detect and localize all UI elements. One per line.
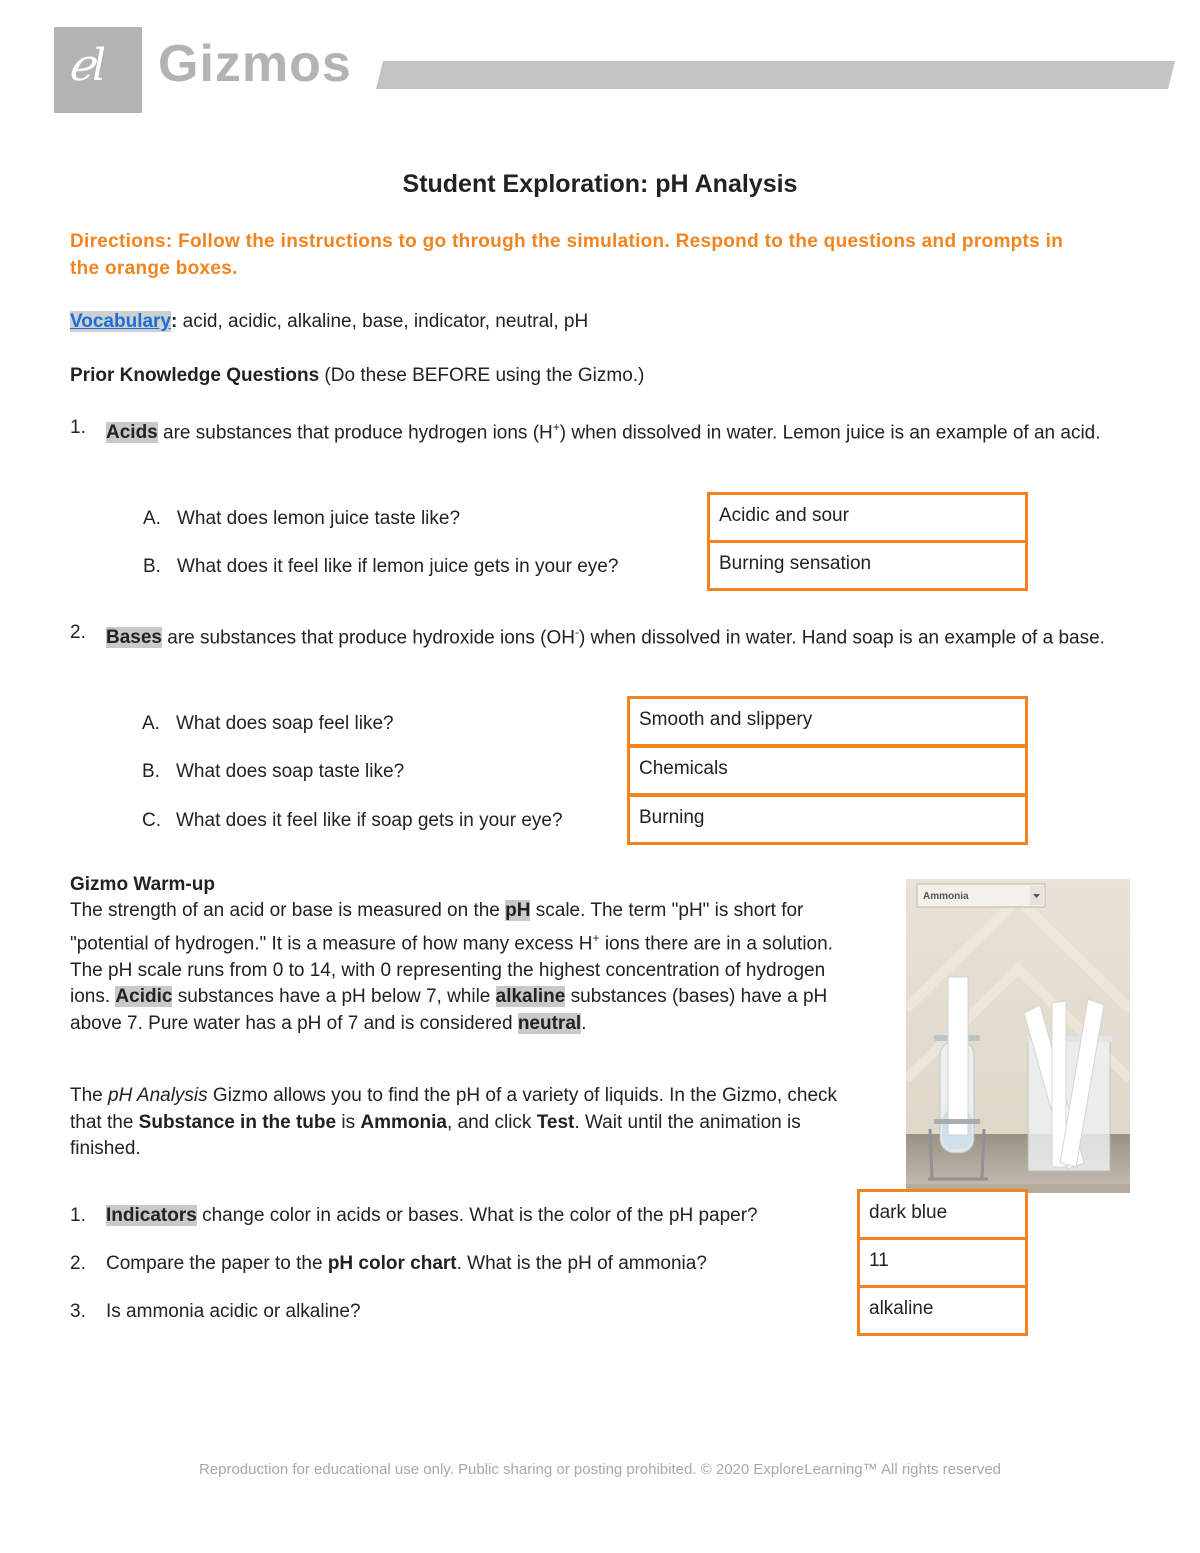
q2-term: Bases	[106, 627, 162, 649]
warmup-paragraph-1	[70, 898, 850, 1038]
w-p2-a: The	[70, 1085, 109, 1106]
q2b-question: What does soap taste like?	[176, 761, 405, 782]
directions: Directions: Follow the instructions to go through the simulation. Respond to the questions and prompts in the orange boxes.	[70, 231, 1064, 279]
header-bar	[376, 61, 1175, 89]
q2a-question: What does soap feel like?	[176, 713, 394, 734]
vocabulary-terms: acid, acidic, alkaline, base, indicator, neutral, pH	[177, 311, 589, 332]
w-q2-post: . What is the pH of ammonia?	[456, 1253, 707, 1274]
w-p1-acidic: Acidic	[115, 986, 173, 1008]
w-p1-sup: +	[592, 930, 600, 945]
q1b-question: What does it feel like if lemon juice gets in your eye?	[177, 556, 619, 577]
q2a-answer-box[interactable]: Smooth and slippery	[627, 696, 1028, 747]
w-p1-ph: pH	[505, 900, 531, 921]
brand-name: Gizmos	[158, 35, 352, 93]
w-q2-answer-box[interactable]: 11	[857, 1237, 1028, 1288]
vocabulary-link[interactable]: Vocabulary	[70, 311, 172, 332]
w-q2-pre: Compare the paper to the	[106, 1253, 328, 1274]
w-p2-sub: Substance in the tube	[138, 1111, 337, 1133]
q2a-letter: A.	[142, 713, 160, 734]
q1a-answer-box[interactable]: Acidic and sour	[707, 492, 1028, 543]
w-p1-c: ions there are in a solution. The pH scale runs from 0 to 14, with 0 representing the highest concentration of hydrogen ions.	[70, 933, 833, 1008]
q1-sup: +	[552, 420, 560, 434]
q2c-letter: C.	[142, 810, 161, 831]
gizmo-scene	[906, 879, 1130, 1193]
gizmo-screenshot	[906, 879, 1130, 1193]
gizmo-dropdown-label: Ammonia	[923, 891, 969, 902]
w-q2-bold: pH color chart	[327, 1253, 457, 1274]
prior-knowledge-heading	[70, 362, 644, 389]
q2-text	[106, 619, 1106, 651]
w-p2-d: , and click	[446, 1111, 537, 1133]
q2-sup: -	[574, 625, 579, 639]
w-q3-text: Is ammonia acidic or alkaline?	[106, 1301, 361, 1322]
w-p1-neutral: neutral	[517, 1013, 582, 1035]
w-q2-number: 2.	[70, 1253, 86, 1274]
w-p2-c: is	[336, 1111, 361, 1133]
q1-text-a: are substances that produce hydrogen ions (H	[157, 422, 553, 444]
q1-term: Acids	[106, 422, 158, 444]
w-q3-answer-box[interactable]: alkaline	[857, 1285, 1028, 1336]
w-p1-d: substances have a pH below 7, while	[172, 986, 496, 1008]
q1-text-b: ) when dissolved in water. Lemon juice is an example of an acid.	[559, 422, 1101, 444]
w-q3-number: 3.	[70, 1301, 86, 1322]
w-p2-b: Gizmo allows you to find the pH of a variety of liquids. In the Gizmo, check that the	[70, 1085, 838, 1133]
prior-heading-text: Prior Knowledge Questions	[70, 365, 320, 386]
w-p2-e: . Wait until the animation is finished.	[70, 1111, 801, 1160]
q1-text	[106, 414, 1146, 446]
w-p1-a: The strength of an acid or base is measured on the	[70, 900, 506, 921]
warmup-paragraph-2	[70, 1083, 860, 1163]
page-title: Student Exploration: pH Analysis	[402, 170, 798, 198]
q1-number: 1.	[70, 417, 86, 438]
w-p1-alkaline: alkaline	[495, 986, 566, 1008]
w-p1-b: scale. The term "pH" is short for "potential of hydrogen." It is a measure of how many excess H	[70, 900, 804, 955]
q2b-letter: B.	[142, 761, 160, 782]
w-p2-ammonia: Ammonia	[360, 1111, 447, 1133]
q1b-letter: B.	[143, 556, 161, 577]
w-p2-italic: pH Analysis	[108, 1085, 208, 1106]
w-p2-test: Test	[536, 1111, 575, 1133]
w-q1-answer-box[interactable]: dark blue	[857, 1189, 1028, 1240]
q2b-answer-box[interactable]: Chemicals	[627, 745, 1028, 796]
w-q1-hl: Indicators	[106, 1205, 197, 1226]
prior-note: (Do these BEFORE using the Gizmo.)	[319, 365, 645, 386]
q1b-answer-box[interactable]: Burning sensation	[707, 540, 1028, 591]
explorelearning-logo-icon: ℯl	[68, 40, 105, 91]
q1a-letter: A.	[143, 508, 161, 529]
q2-text-a: are substances that produce hydroxide ions (OH	[162, 627, 575, 649]
w-q2-text	[106, 1250, 707, 1277]
q2-text-b: ) when dissolved in water. Hand soap is an example of a base.	[578, 627, 1105, 649]
warmup-heading: Gizmo Warm-up	[70, 874, 215, 895]
w-q1-number: 1.	[70, 1205, 86, 1226]
vocabulary-colon: :	[171, 311, 178, 332]
footer-copyright: Reproduction for educational use only. Public sharing or posting prohibited. © 2020 ExploreLearning™ All rights reserved	[198, 1461, 1002, 1478]
w-q1-text	[106, 1202, 758, 1229]
q1a-question: What does lemon juice taste like?	[177, 508, 461, 529]
vocabulary-line	[70, 308, 588, 335]
q2c-answer-box[interactable]: Burning	[627, 794, 1028, 845]
w-q1-post: change color in acids or bases. What is the color of the pH paper?	[196, 1205, 758, 1226]
q2-number: 2.	[70, 622, 86, 643]
w-p1-f: .	[581, 1013, 587, 1035]
q2c-question: What does it feel like if soap gets in your eye?	[176, 810, 563, 831]
w-p1-e: substances (bases) have a pH above 7. Pure water has a pH of 7 and is considered	[70, 986, 828, 1035]
